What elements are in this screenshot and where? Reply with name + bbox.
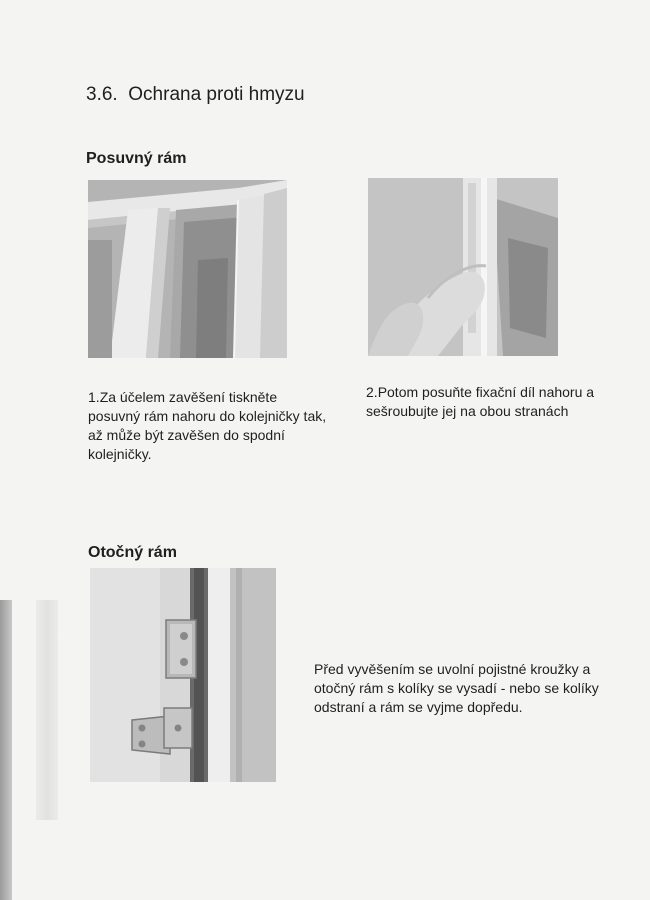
fixing-part-photo [368,178,558,356]
section-heading [86,84,305,106]
sliding-frame-heading: Posuvný rám [86,150,187,167]
step-2-number: 2. [366,384,378,400]
section-number: 3.6. [86,84,118,105]
step-1-text: Za účelem zavěšení tiskněte posuvný rám nahoru do kolejničky tak, až může být zavěšen do spodní kolejničky. [88,389,327,462]
hinged-frame-heading: Otočný rám [88,544,177,561]
step-2 [366,383,614,421]
bleed-through-strip [36,600,58,820]
page-edge-tab [0,600,12,900]
hinged-frame-text: Před vyvěšením se uvolní pojistné kroužky a otočný rám s kolíky se vysadí - nebo se kolíky odstraní a rám se vyjme dopředu. [314,661,599,715]
section-title: Ochrana proti hmyzu [128,84,305,105]
sliding-frame-photo [88,180,287,358]
hinge-photo [90,568,276,782]
step-2-text: Potom posuňte fixační díl nahoru a sešroubujte jej na obou stranách [366,384,595,419]
step-1-number: 1. [88,389,100,405]
step-1 [88,388,328,464]
